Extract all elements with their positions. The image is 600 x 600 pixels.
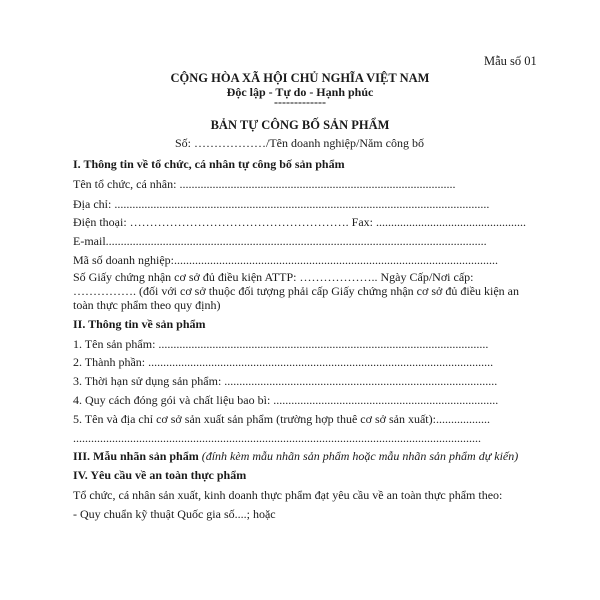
title-separator: ------------- [274,95,326,109]
manufacturer-field: 5. Tên và địa chỉ cơ sở sản xuất sản phẩm (trường hợp thuê cơ sở sản xuất):.................. [73,412,490,426]
section3 [73,449,518,464]
section1-heading: I. Thông tin về tổ chức, cá nhân tự công bố sản phẩm [73,157,345,171]
form-number: Mẫu số 01 [484,54,537,68]
national-standard-field: - Quy chuẩn kỹ thuật Quốc gia số....; hoặc [73,507,276,521]
section2-heading: II. Thông tin về sản phẩm [73,317,206,331]
motto: Độc lập - Tự do - Hạnh phúc [226,85,374,99]
national-title: CỘNG HÒA XÃ HỘI CHỦ NGHĨA VIỆT NAM [170,71,430,85]
document-title: BẢN TỰ CÔNG BỐ SẢN PHẨM [210,118,390,132]
document-number: Số: ………………/Tên doanh nghiệp/Năm công bố [175,136,424,150]
certificate-field: Số Giấy chứng nhận cơ sở đủ điều kiện ATTP: ……………….. Ngày Cấp/Nơi cấp: ……………. (đối với cơ sở thuộc đối tượng phải cấp Giấy chứng nhận cơ sở đủ điều kiện an toàn thực phẩm theo quy định) [73,270,520,312]
email-field: E-mail............................................................................................................................... [73,234,487,248]
product-name-field: 1. Tên sản phẩm: .............................................................................................................. [73,337,489,351]
phone-fax-field: Điện thoại: ………………………………………………. Fax: .................................................. [73,215,526,229]
address-field: Địa chỉ: ............................................................................................................................. [73,197,490,211]
section3-note: (đính kèm mẫu nhãn sản phẩm hoặc mẫu nhãn sản phẩm dự kiến) [201,449,519,463]
shelf-life-field: 3. Thời hạn sử dụng sản phẩm: ........................................................................................... [73,374,498,388]
ingredients-field: 2. Thành phần: ................................................................................................................... [73,355,494,369]
safety-requirement-intro: Tổ chức, cá nhân sản xuất, kinh doanh thực phẩm đạt yêu cầu về an toàn thực phẩm theo: [73,488,503,502]
org-name-field: Tên tổ chức, cá nhân: ............................................................................................ [73,177,456,191]
manufacturer-field-continued: ........................................................................................................................................ [73,431,481,445]
packaging-field: 4. Quy cách đóng gói và chất liệu bao bì: ........................................................................... [73,393,499,407]
section3-heading: III. Mẫu nhãn sản phẩm [73,449,199,463]
section4-heading: IV. Yêu cầu về an toàn thực phẩm [73,468,247,482]
business-code-field: Mã số doanh nghiệp:............................................................................................................ [73,253,498,267]
